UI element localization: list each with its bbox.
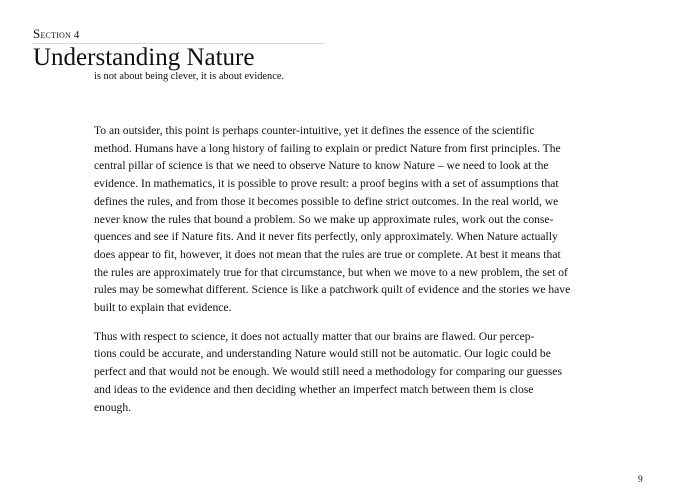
- text-line: defines the rules, and from those it becomes possible to define strict outcomes. In the real world, we: [94, 194, 559, 208]
- text-line: rules may be somewhat different. Science is like a patchwork quilt of evidence and the stories we have: [94, 283, 571, 297]
- text-line: built to explain that evidence.: [94, 301, 232, 315]
- text-line: evidence. In mathematics, it is possible to prove result: a proof begins with a set of assumptions that: [94, 177, 559, 191]
- text-line: does appear to fit, however, it does not mean that the rules are true or complete. At best it means that: [94, 247, 561, 261]
- section-label: [33, 27, 80, 42]
- text-line: Thus with respect to science, it does not actually matter that our brains are flawed. Our percep-: [94, 329, 535, 343]
- paragraph-1: [41, 122, 615, 317]
- page-number: 9: [638, 475, 643, 485]
- body-text: [41, 122, 615, 416]
- paragraph-2: [41, 328, 615, 417]
- text-line: enough.: [94, 400, 132, 414]
- page-subtitle: is not about being clever, it is about evidence.: [94, 71, 285, 82]
- text-line: and ideas to the evidence and then deciding whether an imperfect match between them is close: [94, 382, 534, 396]
- text-line: perfect and that would not be enough. We would still need a methodology for comparing our guesses: [94, 365, 562, 379]
- text-line: tions could be accurate, and understanding Nature would still not be automatic. Our logic could be: [94, 347, 551, 361]
- text-line: the rules are approximately true for that circumstance, but when we move to a new problem, the set of: [94, 265, 568, 279]
- page-title: Understanding Nature: [33, 44, 255, 71]
- text-line: central pillar of science is that we need to observe Nature to know Nature – we need to look at the: [94, 159, 549, 173]
- section-label-initial: S: [33, 26, 41, 41]
- section-label-rest: ection 4: [40, 29, 80, 41]
- text-line: quences and see if Nature fits. And it never fits perfectly, only approximately. When Nature actually: [94, 230, 558, 244]
- text-line: To an outsider, this point is perhaps counter-intuitive, yet it defines the essence of the scientific: [94, 124, 535, 137]
- text-line: never know the rules that bound a problem. So we make up approximate rules, work out the conse-: [94, 212, 554, 226]
- text-line: method. Humans have a long history of failing to explain or predict Nature from first principles. The: [94, 141, 561, 155]
